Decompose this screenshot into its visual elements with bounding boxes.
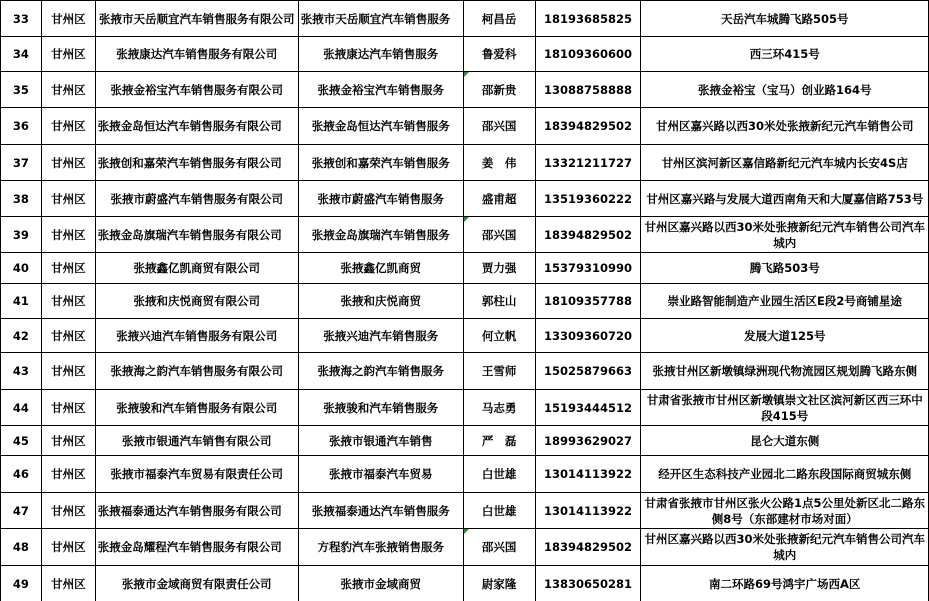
address-cell[interactable]: 发展大道125号: [641, 319, 929, 353]
phone-cell[interactable]: 18109360600: [535, 37, 641, 72]
company-name-cell[interactable]: 张掖康达汽车销售服务有限公司: [95, 37, 298, 72]
contact-person-cell[interactable]: 鲁爱科: [463, 37, 535, 72]
row-number-cell[interactable]: 49: [1, 566, 42, 601]
short-name-cell[interactable]: 张掖兴迪汽车销售服务: [298, 319, 463, 353]
row-number-cell[interactable]: 47: [1, 493, 42, 529]
short-name-cell[interactable]: 张掖海之韵汽车销售服务: [298, 353, 463, 390]
address-cell[interactable]: 南二环路69号鸿宇广场西A区: [641, 566, 929, 601]
row-number-cell[interactable]: 39: [1, 217, 42, 253]
row-number-cell[interactable]: 33: [1, 1, 42, 37]
table-row: [1, 181, 929, 217]
phone-cell[interactable]: 18993629027: [535, 426, 641, 456]
short-name-cell[interactable]: 张掖鑫亿凯商贸: [298, 253, 463, 284]
district-cell[interactable]: 甘州区: [41, 217, 95, 253]
district-cell[interactable]: 甘州区: [41, 529, 95, 566]
short-name-cell[interactable]: 张掖市蔚盛汽车销售服务: [298, 181, 463, 217]
phone-cell[interactable]: 13519360222: [535, 181, 641, 217]
district-cell[interactable]: 甘州区: [41, 108, 95, 145]
district-cell[interactable]: 甘州区: [41, 493, 95, 529]
table-body: [1, 1, 929, 601]
company-name-cell[interactable]: 张掖市天岳顺宜汽车销售服务有限公司: [95, 1, 298, 37]
short-name-cell[interactable]: 张掖和庆悦商贸: [298, 284, 463, 319]
short-name-cell[interactable]: 张掖市银通汽车销售: [298, 426, 463, 456]
phone-cell[interactable]: 15379310990: [535, 253, 641, 284]
short-name-cell[interactable]: 张掖金岛恒达汽车销售服务: [298, 108, 463, 145]
address-cell[interactable]: 昆仑大道东侧: [641, 426, 929, 456]
table-row: [1, 72, 929, 108]
contact-person-cell[interactable]: 王雪师: [463, 353, 535, 390]
district-cell[interactable]: 甘州区: [41, 253, 95, 284]
table-row: [1, 426, 929, 456]
table-row: [1, 37, 929, 72]
company-name-cell[interactable]: 张掖市金域商贸有限责任公司: [95, 566, 298, 601]
address-cell[interactable]: 甘州区嘉兴路与发展大道西南角天和大厦嘉信路753号: [641, 181, 929, 217]
address-cell[interactable]: 天岳汽车城腾飞路505号: [641, 1, 929, 37]
short-name-cell[interactable]: 张掖创和嘉荣汽车销售服务: [298, 145, 463, 181]
address-cell[interactable]: 甘州区滨河新区嘉信路新纪元汽车城内长安4S店: [641, 145, 929, 181]
address-cell[interactable]: 西三环415号: [641, 37, 929, 72]
district-cell[interactable]: 甘州区: [41, 353, 95, 390]
phone-cell[interactable]: 18394829502: [535, 529, 641, 566]
table-row: [1, 529, 929, 566]
table-row: [1, 1, 929, 37]
address-cell[interactable]: 甘州区嘉兴路以西30米处张掖新纪元汽车销售公司汽车城内: [641, 529, 929, 566]
table-row: [1, 108, 929, 145]
table-row: [1, 456, 929, 493]
phone-cell[interactable]: 18394829502: [535, 108, 641, 145]
contact-person-cell[interactable]: 姜 伟: [463, 145, 535, 181]
short-name-cell[interactable]: 方程豹汽车张掖销售服务: [298, 529, 463, 566]
short-name-cell[interactable]: 张掖福泰通达汽车销售服务: [298, 493, 463, 529]
company-name-cell[interactable]: 张掖鑫亿凯商贸有限公司: [95, 253, 298, 284]
row-number-cell[interactable]: 41: [1, 284, 42, 319]
row-number-cell[interactable]: 37: [1, 145, 42, 181]
district-cell[interactable]: 甘州区: [41, 284, 95, 319]
district-cell[interactable]: 甘州区: [41, 456, 95, 493]
contact-person-cell[interactable]: 严 磊: [463, 426, 535, 456]
row-number-cell[interactable]: 48: [1, 529, 42, 566]
table-row: [1, 319, 929, 353]
company-name-cell[interactable]: 张掖市银通汽车销售有限公司: [95, 426, 298, 456]
company-name-cell[interactable]: 张掖金裕宝汽车销售服务有限公司: [95, 72, 298, 108]
company-name-cell[interactable]: 张掖金岛耀程汽车销售服务有限公司: [95, 529, 298, 566]
table-row: [1, 566, 929, 601]
table-row: [1, 493, 929, 529]
phone-cell[interactable]: 13321211727: [535, 145, 641, 181]
phone-cell[interactable]: 13014113922: [535, 493, 641, 529]
contact-person-cell[interactable]: 邵兴国: [463, 108, 535, 145]
phone-cell[interactable]: 13088758888: [535, 72, 641, 108]
contact-person-cell[interactable]: 邵兴国: [463, 217, 535, 253]
contact-person-cell[interactable]: 邵新贵: [463, 72, 535, 108]
row-number-cell[interactable]: 34: [1, 37, 42, 72]
district-cell[interactable]: 甘州区: [41, 145, 95, 181]
contact-person-cell[interactable]: 何立帆: [463, 319, 535, 353]
table-row: [1, 353, 929, 390]
address-cell[interactable]: 张掖金裕宝（宝马）创业路164号: [641, 72, 929, 108]
phone-cell[interactable]: 13014113922: [535, 456, 641, 493]
row-number-cell[interactable]: 36: [1, 108, 42, 145]
contact-person-cell[interactable]: 白世雄: [463, 456, 535, 493]
district-cell[interactable]: 甘州区: [41, 390, 95, 426]
table-row: [1, 145, 929, 181]
company-name-cell[interactable]: 张掖市福泰汽车贸易有限责任公司: [95, 456, 298, 493]
district-cell[interactable]: 甘州区: [41, 181, 95, 217]
row-number-cell[interactable]: 38: [1, 181, 42, 217]
contact-person-cell[interactable]: 郭柱山: [463, 284, 535, 319]
company-name-cell[interactable]: 张掖金岛旗瑞汽车销售服务有限公司: [95, 217, 298, 253]
contact-person-cell[interactable]: 贾力强: [463, 253, 535, 284]
row-number-cell[interactable]: 43: [1, 353, 42, 390]
contact-person-cell[interactable]: 尉家隆: [463, 566, 535, 601]
district-cell[interactable]: 甘州区: [41, 426, 95, 456]
short-name-cell[interactable]: 张掖骏和汽车销售服务: [298, 390, 463, 426]
district-cell[interactable]: 甘州区: [41, 72, 95, 108]
address-cell[interactable]: 甘州区嘉兴路以西30米处张掖新纪元汽车销售公司: [641, 108, 929, 145]
phone-cell[interactable]: 15025879663: [535, 353, 641, 390]
table-row: [1, 284, 929, 319]
company-name-cell[interactable]: 张掖创和嘉荣汽车销售服务有限公司: [95, 145, 298, 181]
phone-cell[interactable]: 13309360720: [535, 319, 641, 353]
address-cell[interactable]: 崇业路智能制造产业园生活区E段2号商铺星途: [641, 284, 929, 319]
company-name-cell[interactable]: 张掖海之韵汽车销售服务有限公司: [95, 353, 298, 390]
table-row: [1, 253, 929, 284]
company-name-cell[interactable]: 张掖福泰通达汽车销售服务有限公司: [95, 493, 298, 529]
company-name-cell[interactable]: 张掖和庆悦商贸有限公司: [95, 284, 298, 319]
table-row: [1, 217, 929, 253]
address-cell[interactable]: 甘州区嘉兴路以西30米处张掖新纪元汽车销售公司汽车城内: [641, 217, 929, 253]
short-name-cell[interactable]: 张掖市天岳顺宜汽车销售服务: [298, 1, 463, 37]
short-name-cell[interactable]: 张掖市金域商贸: [298, 566, 463, 601]
district-cell[interactable]: 甘州区: [41, 37, 95, 72]
company-name-cell[interactable]: 张掖市蔚盛汽车销售服务有限公司: [95, 181, 298, 217]
district-cell[interactable]: 甘州区: [41, 319, 95, 353]
short-name-cell[interactable]: 张掖金裕宝汽车销售服务: [298, 72, 463, 108]
row-number-cell[interactable]: 45: [1, 426, 42, 456]
address-cell[interactable]: 甘肃省张掖市甘州区张火公路1点5公里处新区北二路东侧8号（东部建材市场对面）: [641, 493, 929, 529]
district-cell[interactable]: 甘州区: [41, 566, 95, 601]
row-number-cell[interactable]: 40: [1, 253, 42, 284]
company-name-cell[interactable]: 张掖骏和汽车销售服务有限公司: [95, 390, 298, 426]
contact-person-cell[interactable]: 马志勇: [463, 390, 535, 426]
phone-cell[interactable]: 18193685825: [535, 1, 641, 37]
row-number-cell[interactable]: 46: [1, 456, 42, 493]
phone-cell[interactable]: 18394829502: [535, 217, 641, 253]
row-number-cell[interactable]: 42: [1, 319, 42, 353]
short-name-cell[interactable]: 张掖金岛旗瑞汽车销售服务: [298, 217, 463, 253]
contact-person-cell[interactable]: 邵兴国: [463, 529, 535, 566]
address-cell[interactable]: 甘肃省张掖市甘州区新墩镇崇文社区滨河新区西三环中段415号: [641, 390, 929, 426]
contact-person-cell[interactable]: 柯昌岳: [463, 1, 535, 37]
row-number-cell[interactable]: 35: [1, 72, 42, 108]
company-name-cell[interactable]: 张掖兴迪汽车销售服务有限公司: [95, 319, 298, 353]
contact-person-cell[interactable]: 白世雄: [463, 493, 535, 529]
address-cell[interactable]: 张掖甘州区新墩镇绿洲现代物流园区规划腾飞路东侧: [641, 353, 929, 390]
address-cell[interactable]: 腾飞路503号: [641, 253, 929, 284]
contact-person-cell[interactable]: 盛甫超: [463, 181, 535, 217]
short-name-cell[interactable]: 张掖康达汽车销售服务: [298, 37, 463, 72]
phone-cell[interactable]: 15193444512: [535, 390, 641, 426]
row-number-cell[interactable]: 44: [1, 390, 42, 426]
phone-cell[interactable]: 13830650281: [535, 566, 641, 601]
district-cell[interactable]: 甘州区: [41, 1, 95, 37]
table-row: [1, 390, 929, 426]
short-name-cell[interactable]: 张掖市福泰汽车贸易: [298, 456, 463, 493]
phone-cell[interactable]: 18109357788: [535, 284, 641, 319]
company-name-cell[interactable]: 张掖金岛恒达汽车销售服务有限公司: [95, 108, 298, 145]
address-cell[interactable]: 经开区生态科技产业园北二路东段国际商贸城东侧: [641, 456, 929, 493]
